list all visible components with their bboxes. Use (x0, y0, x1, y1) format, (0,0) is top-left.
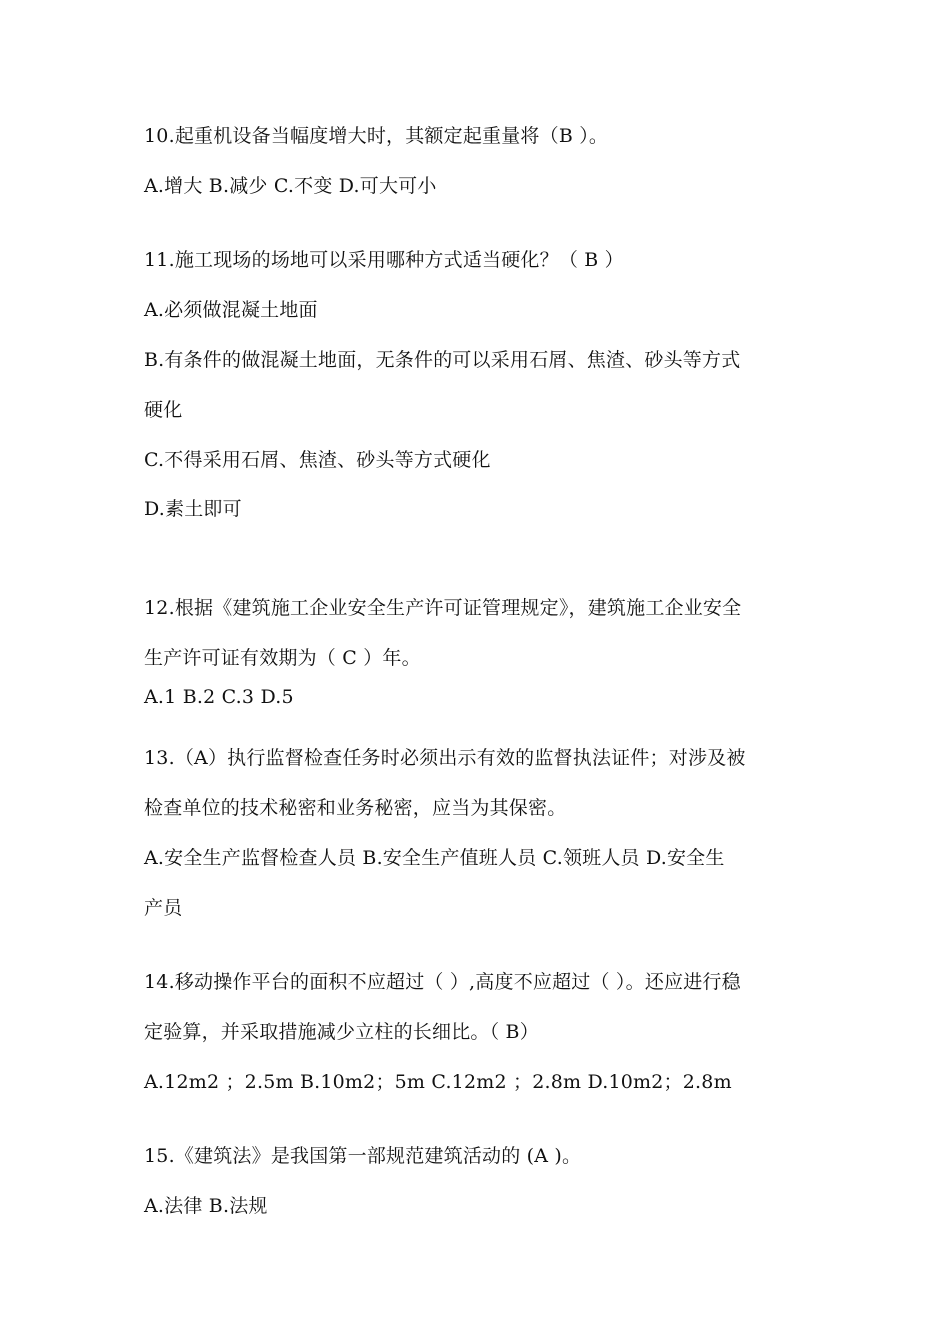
question-13-stem: 13.（A）执行监督检查任务时必须出示有效的监督执法证件；对涉及被 (144, 747, 746, 769)
question-11-option-b-continued: 硬化 (144, 399, 183, 421)
question-14-stem: 14.移动操作平台的面积不应超过（ ）,高度不应超过（ ）。还应进行稳 (144, 971, 741, 993)
question-11-option-c: C.不得采用石屑、焦渣、砂头等方式硬化 (144, 449, 491, 471)
question-13-options: A.安全生产监督检查人员 B.安全生产值班人员 C.领班人员 D.安全生 (144, 847, 725, 869)
question-11-option-a: A.必须做混凝土地面 (144, 299, 318, 321)
question-12-options: A.1 B.2 C.3 D.5 (144, 686, 294, 708)
question-14-stem-continued: 定验算，并采取措施减少立柱的长细比。（ B） (144, 1021, 539, 1043)
question-11-stem: 11.施工现场的场地可以采用哪种方式适当硬化？（ B ） (144, 249, 624, 271)
question-10-stem: 10.起重机设备当幅度增大时，其额定起重量将（B ）。 (144, 125, 609, 147)
question-10-options: A.增大 B.减少 C.不变 D.可大可小 (144, 175, 437, 197)
question-15-options: A.法律 B.法规 (144, 1195, 268, 1217)
question-11-option-b: B.有条件的做混凝土地面，无条件的可以采用石屑、焦渣、砂头等方式 (144, 349, 741, 371)
question-12-stem-continued: 生产许可证有效期为（ C ）年。 (144, 647, 421, 669)
question-14-options: A.12m2 ；2.5m B.10m2；5m C.12m2 ；2.8m D.10m2；2.8m (144, 1071, 732, 1093)
question-15-stem: 15.《建筑法》是我国第一部规范建筑活动的 (A )。 (144, 1145, 582, 1167)
question-13-stem-continued: 检查单位的技术秘密和业务秘密，应当为其保密。 (144, 797, 567, 819)
question-13-options-continued: 产员 (144, 897, 183, 919)
question-11-option-d: D.素土即可 (144, 498, 242, 520)
question-12-stem: 12.根据《建筑施工企业安全生产许可证管理规定》，建筑施工企业安全 (144, 597, 742, 619)
